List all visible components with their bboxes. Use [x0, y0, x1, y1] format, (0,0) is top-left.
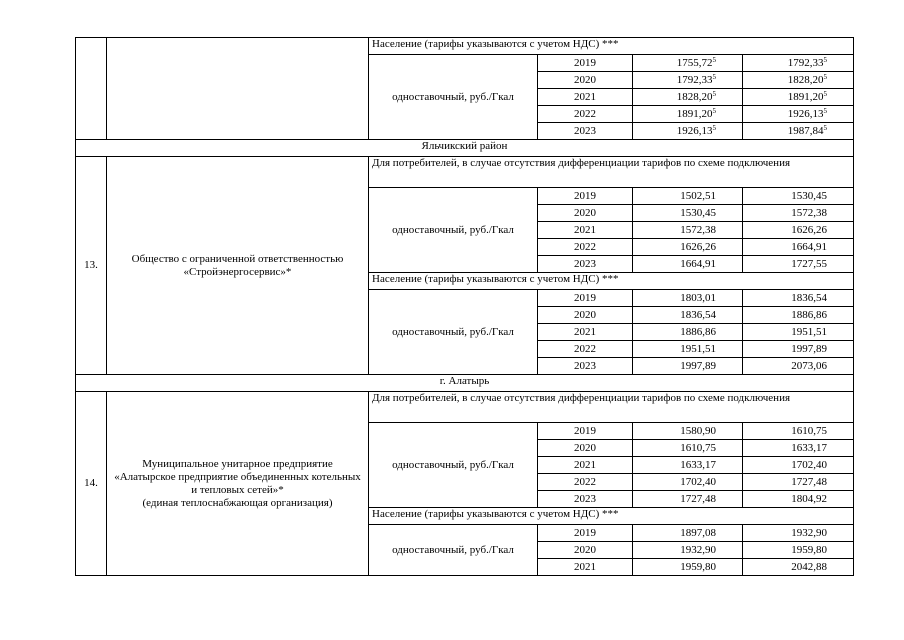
tariff-type: одноставочный, руб./Гкал — [369, 290, 538, 375]
tariff-value-second-half: 1530,45 — [743, 188, 854, 205]
year-cell: 2020 — [538, 542, 633, 559]
tariff-value-first-half: 1926,13$^5$ — [633, 123, 743, 140]
tariff-type: одноставочный, руб./Гкал — [369, 188, 538, 273]
organization-cell — [107, 38, 369, 140]
tariff-value-second-half: 1828,20$^5$ — [743, 72, 854, 89]
year-cell: 2020 — [538, 72, 633, 89]
table-row — [76, 375, 854, 392]
footnote-mark: 5 — [823, 55, 827, 64]
tariff-value-second-half: 1997,89 — [743, 341, 854, 358]
tariff-value-second-half: 1792,33$^5$ — [743, 55, 854, 72]
tariff-type: одноставочный, руб./Гкал — [369, 423, 538, 508]
tariff-value-first-half: 1572,38 — [633, 222, 743, 239]
tariff-value-first-half: 1664,91 — [633, 256, 743, 273]
tariff-value-first-half: 1580,90 — [633, 423, 743, 440]
tariff-value-second-half: 1664,91 — [743, 239, 854, 256]
tariff-value-first-half: 1886,86 — [633, 324, 743, 341]
year-cell: 2023 — [538, 491, 633, 508]
tariff-value-first-half: 1997,89 — [633, 358, 743, 375]
tariff-value-second-half: 1987,84$^5$ — [743, 123, 854, 140]
consumer-category: Для потребителей, в случае отсутствия дифференциации тарифов по схеме подключения — [369, 157, 854, 188]
tariff-value-second-half: 1572,38 — [743, 205, 854, 222]
region-heading: Яльчикский район — [76, 140, 854, 157]
footnote-mark: 5 — [712, 55, 716, 64]
year-cell: 2021 — [538, 89, 633, 106]
table-row — [76, 157, 854, 188]
footnote-mark: 5 — [823, 106, 827, 115]
footnote-mark: 5 — [712, 123, 716, 132]
footnote-mark: 5 — [823, 123, 827, 132]
tariff-value-second-half: 1702,40 — [743, 457, 854, 474]
consumer-category: Население (тарифы указываются с учетом НДС) *** — [369, 508, 854, 525]
year-cell: 2021 — [538, 222, 633, 239]
tariff-value-second-half: 1932,90 — [743, 525, 854, 542]
year-cell: 2022 — [538, 474, 633, 491]
tariff-table — [75, 37, 854, 576]
tariff-value-first-half: 1897,08 — [633, 525, 743, 542]
tariff-value-first-half: 1727,48 — [633, 491, 743, 508]
year-cell: 2023 — [538, 123, 633, 140]
region-heading: г. Алатырь — [76, 375, 854, 392]
year-cell: 2020 — [538, 307, 633, 324]
tariff-value-first-half: 1530,45 — [633, 205, 743, 222]
footnote-mark: 5 — [823, 89, 827, 98]
tariff-value-second-half: 1610,75 — [743, 423, 854, 440]
year-cell: 2019 — [538, 188, 633, 205]
tariff-value-first-half: 1610,75 — [633, 440, 743, 457]
tariff-value-second-half: 1891,20$^5$ — [743, 89, 854, 106]
year-cell: 2021 — [538, 559, 633, 576]
entry-number: 13. — [76, 157, 107, 375]
tariff-value-second-half: 1633,17 — [743, 440, 854, 457]
footnote-mark: 5 — [712, 106, 716, 115]
organization-role: (единая теплоснабжающая организация) — [142, 496, 333, 509]
tariff-value-first-half: 1828,20$^5$ — [633, 89, 743, 106]
organization-name-line: Муниципальное унитарное предприятие — [142, 457, 333, 470]
tariff-value-second-half: 1626,26 — [743, 222, 854, 239]
year-cell: 2019 — [538, 525, 633, 542]
tariff-value-second-half: 2042,88 — [743, 559, 854, 576]
tariff-value-second-half: 1727,55 — [743, 256, 854, 273]
entry-number: 14. — [76, 392, 107, 576]
tariff-value-second-half: 1836,54 — [743, 290, 854, 307]
tariff-value-first-half: 1891,20$^5$ — [633, 106, 743, 123]
table-row — [76, 38, 854, 55]
footnote-mark: 5 — [823, 72, 827, 81]
footnote-mark: 5 — [712, 72, 716, 81]
consumer-category: Население (тарифы указываются с учетом НДС) *** — [369, 273, 854, 290]
tariff-value-first-half: 1836,54 — [633, 307, 743, 324]
footnote-mark: 5 — [712, 89, 716, 98]
tariff-value-first-half: 1626,26 — [633, 239, 743, 256]
tariff-value-second-half: 1727,48 — [743, 474, 854, 491]
tariff-value-first-half: 1792,33$^5$ — [633, 72, 743, 89]
tariff-type: одноставочный, руб./Гкал — [369, 525, 538, 576]
tariff-value-second-half: 1959,80 — [743, 542, 854, 559]
tariff-value-second-half: 2073,06 — [743, 358, 854, 375]
year-cell: 2020 — [538, 205, 633, 222]
year-cell: 2023 — [538, 358, 633, 375]
consumer-category: Для потребителей, в случае отсутствия дифференциации тарифов по схеме подключения — [369, 392, 854, 423]
organization-name: Общество с ограниченной ответственностью «Стройэнергосервис»* — [107, 157, 369, 375]
year-cell: 2023 — [538, 256, 633, 273]
year-cell: 2020 — [538, 440, 633, 457]
consumer-category: Население (тарифы указываются с учетом НДС) *** — [369, 38, 854, 55]
year-cell: 2022 — [538, 341, 633, 358]
tariff-value-first-half: 1502,51 — [633, 188, 743, 205]
organization-name — [107, 392, 369, 576]
year-cell: 2021 — [538, 457, 633, 474]
tariff-value-first-half: 1702,40 — [633, 474, 743, 491]
year-cell: 2022 — [538, 106, 633, 123]
tariff-value-second-half: 1951,51 — [743, 324, 854, 341]
table-row — [76, 392, 854, 423]
year-cell: 2019 — [538, 55, 633, 72]
tariff-value-second-half: 1926,13$^5$ — [743, 106, 854, 123]
year-cell: 2019 — [538, 423, 633, 440]
organization-name-line: «Алатырское предприятие объединенных котельных и тепловых сетей»* — [114, 470, 361, 496]
tariff-value-first-half: 1959,80 — [633, 559, 743, 576]
tariff-value-second-half: 1886,86 — [743, 307, 854, 324]
tariff-value-second-half: 1804,92 — [743, 491, 854, 508]
tariff-value-first-half: 1951,51 — [633, 341, 743, 358]
table-row — [76, 140, 854, 157]
tariff-type: одноставочный, руб./Гкал — [369, 55, 538, 140]
year-cell: 2019 — [538, 290, 633, 307]
year-cell: 2021 — [538, 324, 633, 341]
tariff-value-first-half: 1932,90 — [633, 542, 743, 559]
entry-number-cell — [76, 38, 107, 140]
tariff-document-page — [75, 37, 853, 576]
year-cell: 2022 — [538, 239, 633, 256]
tariff-value-first-half: 1803,01 — [633, 290, 743, 307]
tariff-value-first-half: 1755,72$^5$ — [633, 55, 743, 72]
tariff-value-first-half: 1633,17 — [633, 457, 743, 474]
